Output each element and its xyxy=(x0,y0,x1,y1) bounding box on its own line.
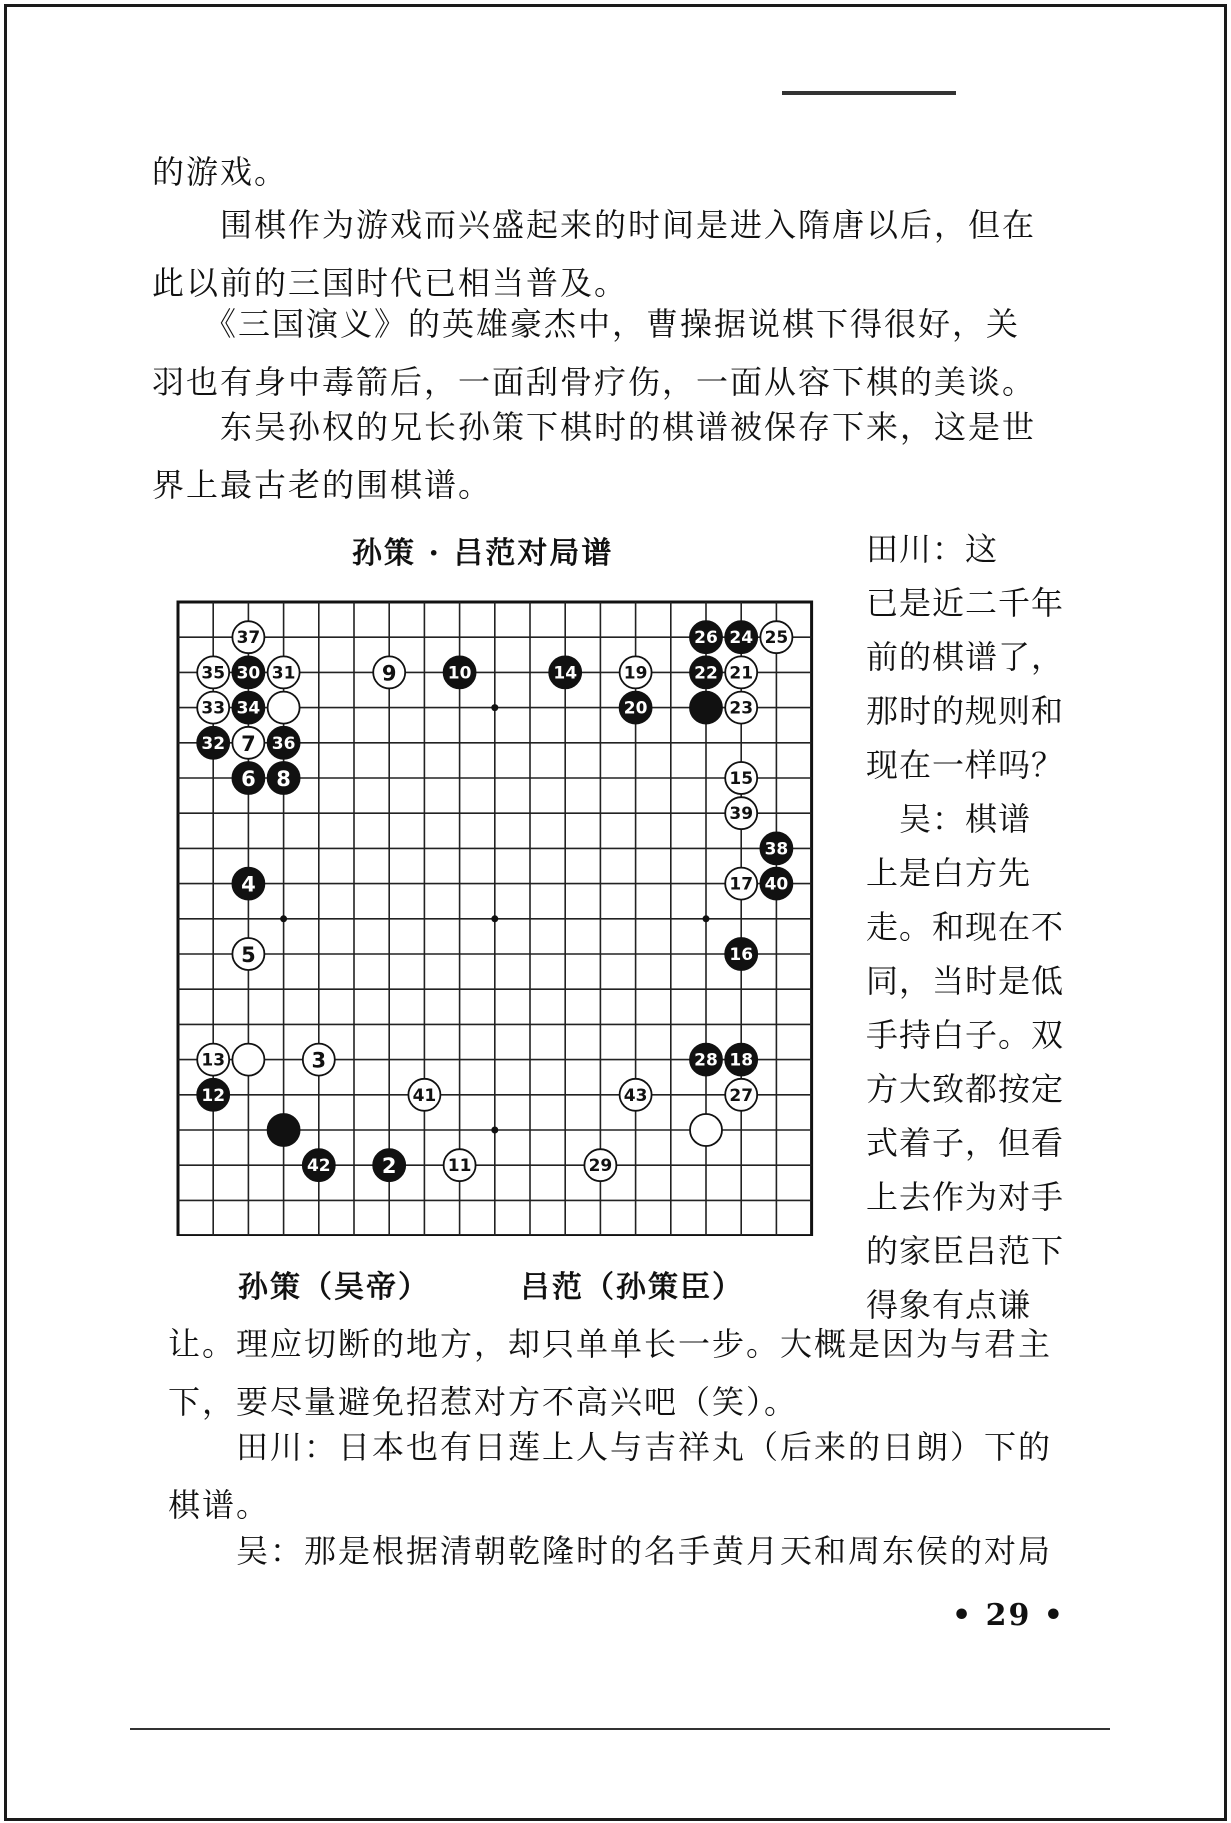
page-number: • 29 • xyxy=(952,1598,1065,1633)
move-number: 38 xyxy=(764,839,789,860)
text-line: 东吴孙权的兄长孙策下棋时的棋谱被保存下来，这是世 xyxy=(152,408,1037,446)
move-number: 42 xyxy=(306,1156,331,1177)
side-text-line: 手持白子。双 xyxy=(866,1016,1065,1054)
move-number: 9 xyxy=(381,661,397,686)
move-number: 15 xyxy=(729,769,754,789)
diagram-title: 孙策 · 吕范对局谱 xyxy=(352,536,614,571)
move-number: 17 xyxy=(729,874,754,895)
side-text-line: 现在一样吗？ xyxy=(866,746,1065,784)
text-line: 羽也有身中毒箭后，一面刮骨疗伤，一面从容下棋的美谈。 xyxy=(152,363,1037,401)
side-text-line: 同，当时是低 xyxy=(866,962,1065,1000)
move-number: 26 xyxy=(694,628,718,649)
paragraph-7 xyxy=(168,1522,1052,1580)
move-number: 27 xyxy=(729,1085,754,1106)
move-number: 21 xyxy=(729,663,754,684)
move-number: 11 xyxy=(447,1156,472,1177)
move-number: 10 xyxy=(447,663,472,684)
side-text-line: 那时的规则和 xyxy=(866,692,1065,730)
white-stone xyxy=(268,692,300,724)
text-line: 围棋作为游戏而兴盛起来的时间是进入隋唐以后，但在 xyxy=(152,206,1037,244)
text-line: 《三国演义》的英雄豪杰中，曹操据说棋下得很好，关 xyxy=(152,305,1021,343)
move-number: 43 xyxy=(623,1085,648,1106)
star-point xyxy=(491,1127,498,1134)
move-number: 40 xyxy=(764,874,789,895)
white-stone xyxy=(232,1044,264,1076)
move-number: 24 xyxy=(729,628,754,649)
side-text-line: 得象有点谦 xyxy=(866,1286,1032,1324)
caption-lv-fan: 吕范（孙策臣） xyxy=(520,1270,744,1305)
move-number: 12 xyxy=(201,1085,226,1106)
side-text-line: 上去作为对手 xyxy=(866,1178,1065,1216)
move-number: 18 xyxy=(729,1050,754,1071)
side-text-line: 吴：棋谱 xyxy=(866,800,1032,838)
bottom-rule xyxy=(130,1728,1110,1730)
paragraph-4 xyxy=(152,398,1036,514)
side-text-line: 已是近二千年 xyxy=(866,584,1065,622)
move-number: 22 xyxy=(694,663,718,684)
text-line: 吴：那是根据清朝乾隆时的名手黄月天和周东侯的对局 xyxy=(168,1532,1053,1570)
move-number: 32 xyxy=(201,733,226,754)
side-text-line: 的家臣吕范下 xyxy=(866,1232,1065,1270)
go-board-diagram xyxy=(174,598,822,1236)
move-number: 25 xyxy=(764,628,789,649)
side-text-line: 方大致都按定 xyxy=(866,1070,1065,1108)
star-point xyxy=(491,915,498,922)
move-number: 30 xyxy=(236,663,261,684)
black-stone xyxy=(690,692,722,724)
text-line: 田川：日本也有日莲上人与吉祥丸（后来的日朗）下的 xyxy=(168,1428,1053,1466)
move-number: 14 xyxy=(553,663,578,684)
move-number: 13 xyxy=(201,1050,226,1071)
move-number: 29 xyxy=(588,1156,613,1177)
move-number: 4 xyxy=(241,872,256,897)
move-number: 20 xyxy=(623,698,648,719)
move-number: 41 xyxy=(412,1085,437,1106)
paragraph-1 xyxy=(152,143,288,201)
white-stone xyxy=(690,1114,722,1146)
star-point xyxy=(491,704,498,711)
black-stone xyxy=(268,1114,300,1146)
move-number: 39 xyxy=(729,804,754,825)
side-text-line: 上是白方先 xyxy=(866,854,1032,892)
move-number: 23 xyxy=(729,698,754,719)
move-number: 16 xyxy=(729,945,754,965)
move-number: 19 xyxy=(623,663,648,684)
text-line: 的游戏。 xyxy=(152,153,289,191)
star-point xyxy=(703,915,710,922)
text-line: 下，要尽量避免招惹对方不高兴吧（笑）。 xyxy=(168,1383,799,1421)
side-text-line: 式着子，但看 xyxy=(866,1124,1065,1162)
text-line: 让。理应切断的地方，却只单单长一步。大概是因为与君主 xyxy=(168,1325,1053,1363)
move-number: 2 xyxy=(381,1154,397,1179)
text-line: 棋谱。 xyxy=(168,1486,271,1524)
move-number: 28 xyxy=(694,1050,718,1071)
star-point xyxy=(280,915,287,922)
paragraph-3 xyxy=(152,295,1036,411)
move-number: 6 xyxy=(241,767,256,791)
print-smudge xyxy=(782,91,956,95)
side-text-column xyxy=(866,522,1096,1332)
side-text-line: 前的棋谱了， xyxy=(866,638,1065,676)
move-number: 3 xyxy=(311,1048,327,1073)
move-number: 7 xyxy=(241,731,256,756)
text-line: 此以前的三国时代已相当普及。 xyxy=(152,264,629,302)
move-number: 8 xyxy=(276,767,291,791)
side-text-line: 田川：这 xyxy=(866,530,999,568)
caption-sun-ce: 孙策（吴帝） xyxy=(238,1270,430,1305)
paragraph-5 xyxy=(168,1315,1052,1431)
move-number: 33 xyxy=(201,698,226,719)
move-number: 35 xyxy=(201,663,226,684)
move-number: 31 xyxy=(271,663,296,684)
move-number: 5 xyxy=(241,943,256,967)
move-number: 36 xyxy=(271,733,296,754)
move-number: 37 xyxy=(236,628,261,649)
paragraph-6 xyxy=(168,1418,1052,1534)
move-number: 34 xyxy=(236,698,261,719)
text-line: 界上最古老的围棋谱。 xyxy=(152,466,493,504)
side-text-line: 走。和现在不 xyxy=(866,908,1065,946)
